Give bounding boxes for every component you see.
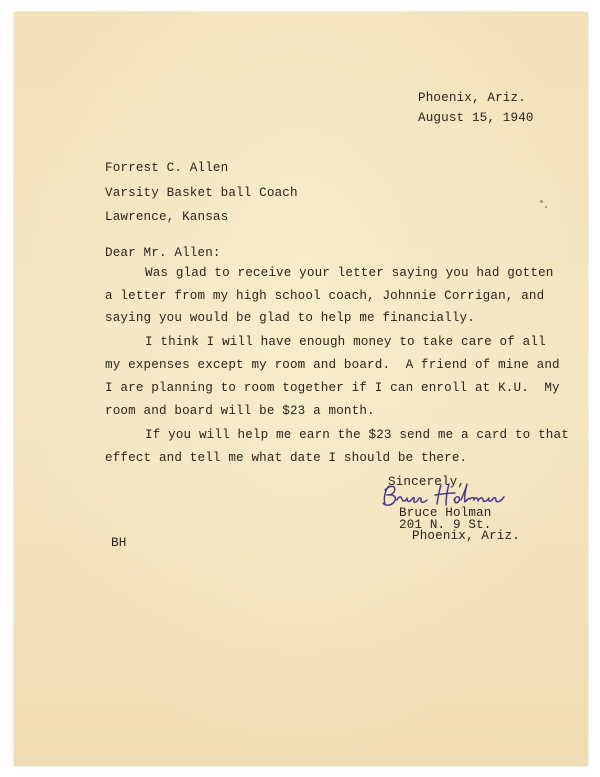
body-line: If you will help me earn the $23 send me a card to that	[145, 428, 569, 442]
salutation: Dear Mr. Allen:	[105, 246, 221, 260]
recipient-title: Varsity Basket ball Coach	[105, 186, 298, 200]
sender-street: 201 N. 9 St.	[399, 518, 492, 532]
body-line: my expenses except my room and board. A friend of mine and	[105, 358, 560, 372]
body-line: I think I will have enough money to take care of all	[145, 335, 546, 349]
body-line: Was glad to receive your letter saying you had gotten	[145, 266, 554, 280]
body-line: a letter from my high school coach, Johnnie Corrigan, and	[105, 289, 545, 303]
recipient-city: Lawrence, Kansas	[105, 210, 229, 224]
paper-fleck	[540, 200, 543, 203]
body-line: room and board will be $23 a month.	[105, 404, 375, 418]
recipient-name: Forrest C. Allen	[105, 161, 229, 175]
body-line: I are planning to room together if I can enroll at K.U. My	[105, 381, 560, 395]
paper-fleck	[545, 206, 547, 208]
letter-date: August 15, 1940	[418, 111, 534, 125]
letter-place: Phoenix, Ariz.	[418, 91, 526, 105]
body-line: effect and tell me what date I should be there.	[105, 451, 468, 465]
typist-initials: BH	[111, 536, 127, 550]
sender-name: Bruce Holman	[399, 506, 492, 520]
letter-page	[14, 12, 588, 766]
closing: Sincerely,	[388, 475, 466, 489]
body-line: saying you would be glad to help me financially.	[105, 311, 475, 325]
sender-city: Phoenix, Ariz.	[412, 529, 520, 543]
